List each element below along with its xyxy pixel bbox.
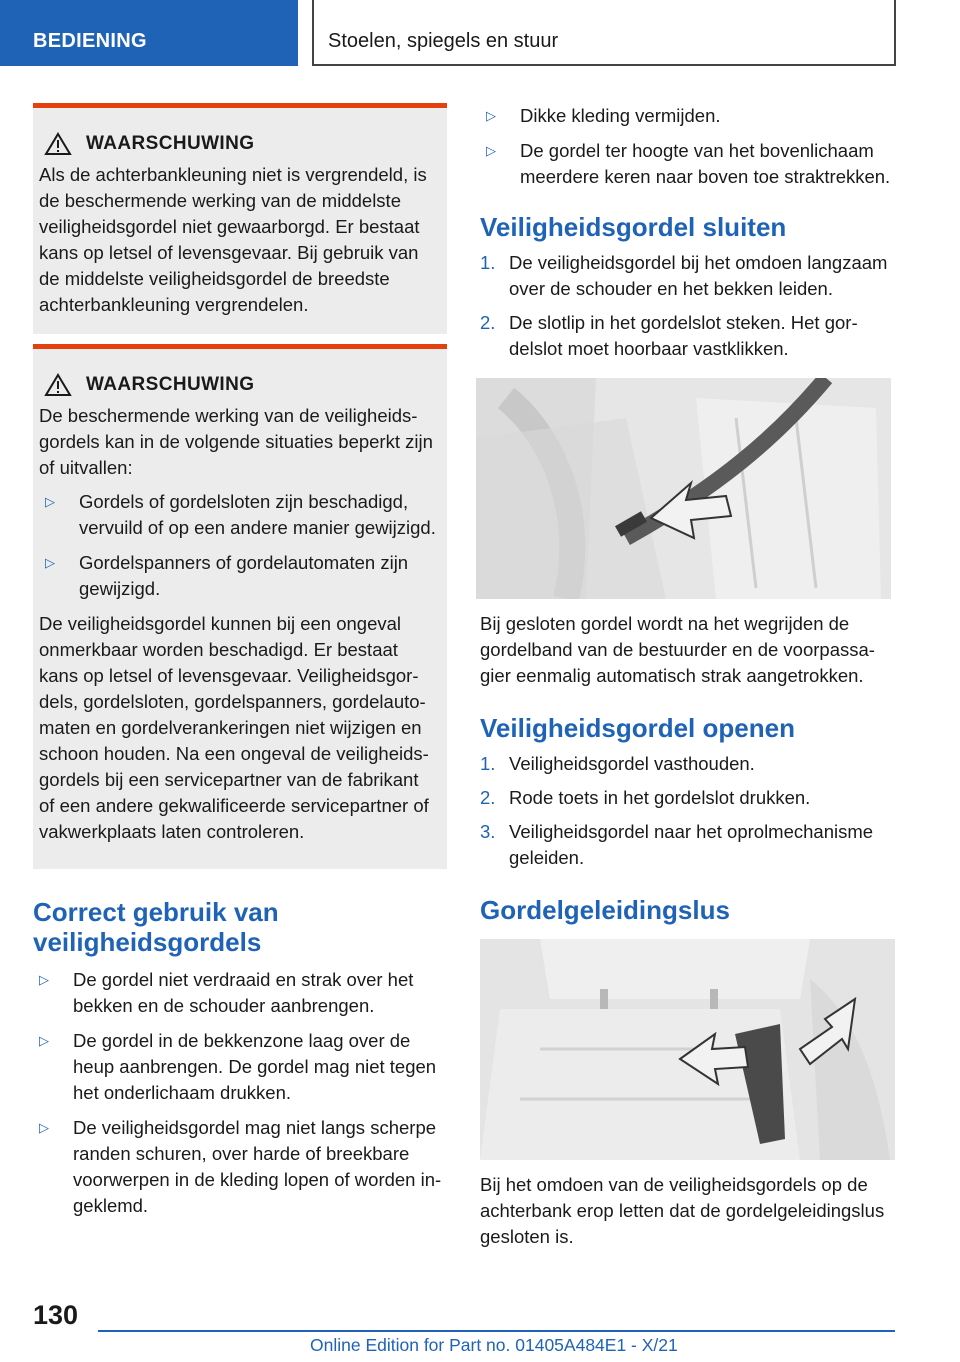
page-header	[0, 0, 960, 66]
footer-divider	[98, 1330, 895, 1332]
list-item: ▷ Gordels of gordelsloten zijn beschadigd, vervuild of op een andere manier gewijzigd.	[45, 491, 436, 538]
belt-buckle-illustration	[476, 378, 891, 599]
list-item: ▷ De gordel ter hoogte van het bovenlichaam meerdere keren naar boven toe straktrekken.	[486, 140, 891, 187]
bullet-triangle-icon: ▷	[39, 1120, 49, 1135]
heading-belt-guide-loop: Gordelgeleidingslus	[480, 895, 730, 925]
list-item: 3. Veiligheidsgordel naar het oprolmechanisme geleiden.	[480, 821, 874, 868]
warning-box-backrest	[33, 103, 447, 334]
heading-correct-use: Correct gebruik van veiligheidsgordels	[33, 897, 279, 957]
list-item: 1. Veiligheidsgordel vasthouden.	[480, 751, 895, 777]
warning-triangle-icon	[44, 132, 72, 156]
photo-belt-guide-loop	[480, 939, 895, 1160]
warning-bullet-list	[39, 489, 439, 602]
correct-use-list	[33, 967, 447, 1219]
belt-guide-illustration	[480, 939, 895, 1160]
list-item: 2. De slotlip in het gordelslot steken. Het gordelslot moet hoorbaar vastklikken.	[480, 312, 858, 359]
page-number: 130	[33, 1300, 79, 1330]
clothing-list	[480, 103, 895, 190]
right-column	[480, 103, 895, 1250]
step-number: 1.	[480, 252, 496, 273]
warning-intro: De beschermende werking van de veiligheidsgordels kan in de volgende situaties beperkt zijn of uitvallen:	[39, 405, 433, 478]
warning-outro: De veiligheidsgordel kunnen bij een ongeval onmerkbaar worden beschadigd. Er bestaat kans op letsel of levensgevaar. Veiligheidsgordels, gordelsloten, gordelspanners, gordelautomaten en gordelverankeringen niet wijzigen en schoon houden. Na een ongeval de veiligheidsgordels bij een servicepartner van de fabrikant of een andere gekwalificeerde servicepartner of vakwerkplaats laten controleren.	[39, 613, 429, 842]
warning-title: WAARSCHUWING	[86, 133, 255, 154]
step-number: 2.	[480, 787, 496, 808]
bullet-triangle-icon: ▷	[486, 108, 496, 123]
section-label: BEDIENING	[0, 0, 298, 66]
warning-title: WAARSCHUWING	[86, 374, 255, 395]
heading-close-belt: Veiligheidsgordel sluiten	[480, 212, 787, 242]
step-number: 2.	[480, 312, 496, 333]
guide-caption: Bij het omdoen van de veiligheidsgordels op de achterbank erop letten dat de gordelgeleidingslus gesloten is.	[480, 1174, 885, 1247]
step-number: 1.	[480, 753, 496, 774]
warning-triangle-icon	[44, 373, 72, 397]
edition-note: Online Edition for Part no. 01405A484E1 - X/21	[310, 1335, 678, 1355]
list-item: ▷ Dikke kleding vermijden.	[480, 103, 895, 129]
list-item: ▷ De gordel in de bekkenzone laag over de heup aanbrengen. De gordel mag niet tegen het onderlichaam drukken.	[39, 1030, 437, 1103]
list-item: ▷ De veiligheidsgordel mag niet langs scherpe randen schuren, over harde of breekbare voorwerpen in de kleding lopen of worden ingeklemd.	[39, 1117, 442, 1216]
left-column	[33, 103, 447, 1228]
warning-box-belt-damage	[33, 344, 447, 869]
bullet-triangle-icon: ▷	[486, 143, 496, 158]
list-item: ▷ De gordel niet verdraaid en strak over het bekken en de schouder aanbrengen.	[39, 969, 414, 1016]
bullet-triangle-icon: ▷	[39, 1033, 49, 1048]
close-caption: Bij gesloten gordel wordt na het wegrijden de gordelband van de bestuurder en de voorpassagier eenmalig automatisch strak aangetrokken.	[480, 613, 875, 686]
bullet-triangle-icon: ▷	[45, 494, 55, 509]
close-steps	[480, 250, 895, 362]
list-item: ▷ Gordelspanners of gordelautomaten zijn gewijzigd.	[45, 552, 409, 599]
list-item: 2. Rode toets in het gordelslot drukken.	[480, 785, 895, 811]
photo-belt-buckle	[476, 378, 891, 599]
bullet-triangle-icon: ▷	[39, 972, 49, 987]
step-number: 3.	[480, 821, 496, 842]
open-steps	[480, 751, 895, 871]
heading-open-belt: Veiligheidsgordel openen	[480, 713, 795, 743]
warning-text: Als de achterbankleuning niet is vergrendeld, is de beschermende werking van de middelste veiligheidsgordel niet gewaarborgd. Er bestaat kans op letsel of levensgevaar. Bij gebruik van de middelste veiligheidsgordel de breedste achterbankleuning vergrendelen.	[39, 164, 427, 315]
list-item: 1. De veiligheidsgordel bij het omdoen langzaam over de schouder en het bekken leiden.	[480, 252, 888, 299]
bullet-triangle-icon: ▷	[45, 555, 55, 570]
chapter-title: Stoelen, spiegels en stuur	[312, 0, 896, 66]
